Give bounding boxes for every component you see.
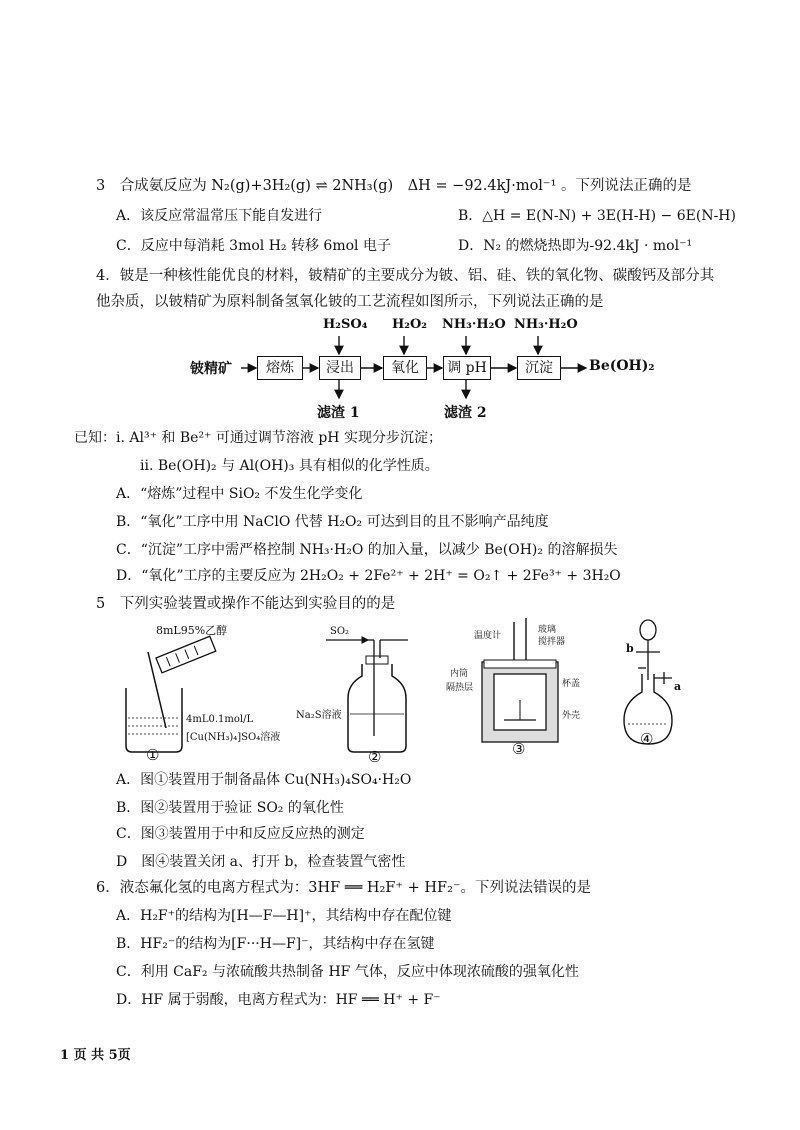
fig3-inner-label: 内筒 (450, 669, 469, 679)
beaker-drawing (116, 618, 296, 768)
fig3-number: ③ (512, 740, 526, 758)
flow-start-beryl: 铍精矿 (190, 361, 232, 377)
fig2-solution-label: Na₂S溶液 (296, 710, 342, 721)
q6-stem: 6．液态氟化氢的电离方程式为：3HF ══ H₂F⁺ + HF₂⁻。下列说法错误的是 (96, 880, 592, 896)
gas-bottle-drawing (296, 618, 426, 768)
q3-option-a: A．该反应常温常压下能自发进行 (116, 208, 323, 224)
flask-drawing (616, 612, 706, 762)
reagent-nh3h2o-1: NH₃·H₂O (442, 317, 506, 332)
fig3-lid-label: 杯盖 (562, 679, 581, 689)
fig3-stirrer-label-2: 搅拌器 (538, 637, 566, 647)
flow-product: Be(OH)₂ (589, 358, 655, 374)
fig4-a-label: a (674, 680, 682, 693)
fig4-number: ④ (640, 730, 654, 748)
fig4-b-label: b (626, 642, 634, 655)
fig1-ethanol-label: 8mL95%乙醇 (156, 624, 228, 637)
figure-4-flask (616, 612, 706, 762)
q4-known-1: 已知：i. Al³⁺ 和 Be²⁺ 可通过调节溶液 pH 实现分步沉淀； (74, 430, 442, 446)
figure-3-calorimeter (440, 612, 600, 762)
fig2-gas-label: SO₂ (330, 626, 350, 637)
q4-stem-2: 他杂质，以铍精矿为原料制备氢氧化铍的工艺流程如图所示，下列说法正确的是 (96, 294, 604, 310)
q3-option-d: D．N₂ 的燃烧热即为-92.4kJ · mol⁻¹ (458, 238, 693, 254)
q5-option-c: C．图③装置用于中和反应反应热的测定 (116, 826, 365, 842)
q3-stem: 3 合成氨反应为 N₂(g)+3H₂(g) ⇌ 2NH₃(g) ΔH = −92.4kJ·mol⁻¹ 。下列说法正确的是 (96, 178, 692, 194)
process-flow-diagram (0, 310, 800, 420)
fig1-solution-label-1: 4mL0.1mol/L (186, 714, 254, 725)
reagent-h2so4: H₂SO₄ (323, 317, 368, 332)
reagent-nh3h2o-2: NH₃·H₂O (514, 317, 578, 332)
flow-residue-1: 滤渣 1 (317, 405, 360, 421)
page-footer: 1 页 共 5页 (60, 1048, 131, 1063)
q4-option-d: D．“氧化”工序的主要反应为 2H₂O₂ + 2Fe²⁺ + 2H⁺ = O₂↑ + 2Fe³⁺ + 3H₂O (116, 568, 621, 584)
flow-step-leaching: 浸出 (319, 356, 361, 380)
flow-step-oxidation: 氧化 (383, 356, 427, 380)
q6-option-a: A．H₂F⁺的结构为[H—F—H]⁺，其结构中存在配位键 (116, 908, 452, 924)
flow-residue-2: 滤渣 2 (444, 405, 487, 421)
fig3-outer-label: 外壳 (562, 711, 581, 721)
q5-option-d: D 图④装置关闭 a、打开 b，检查装置气密性 (116, 854, 406, 870)
flow-step-precipitation: 沉淀 (517, 356, 561, 380)
q5-option-b: B．图②装置用于验证 SO₂ 的氧化性 (116, 800, 344, 816)
figure-1-beaker (116, 618, 296, 768)
fig3-insulation-label: 隔热层 (446, 683, 474, 693)
fig1-solution-label-2: [Cu(NH₃)₄]SO₄溶液 (186, 732, 281, 743)
fig3-stirrer-label-1: 玻璃 (538, 625, 557, 635)
q5-stem: 5 下列实验装置或操作不能达到实验目的的是 (96, 596, 396, 612)
q3-option-b: B．△H = E(N-N) + 3E(H-H) − 6E(N-H) (458, 208, 736, 224)
q4-option-a: A．“熔炼”过程中 SiO₂ 不发生化学变化 (116, 486, 363, 502)
q6-option-c: C．利用 CaF₂ 与浓硫酸共热制备 HF 气体，反应中体现浓硫酸的强氧化性 (116, 964, 579, 980)
figure-2-gas-bottle (296, 618, 426, 768)
q6-option-d: D．HF 属于弱酸，电离方程式为：HF ══ H⁺ + F⁻ (116, 992, 441, 1008)
fig3-thermometer-label: 温度计 (474, 631, 502, 641)
flow-step-adjust-ph: 调 pH (443, 356, 491, 380)
fig1-number: ① (146, 746, 160, 764)
q4-option-c: C．“沉淀”工序中需严格控制 NH₃·H₂O 的加入量，以减少 Be(OH)₂ 的溶解损失 (116, 542, 618, 558)
fig2-number: ② (368, 748, 382, 766)
q5-option-a: A．图①装置用于制备晶体 Cu(NH₃)₄SO₄·H₂O (116, 772, 412, 788)
q6-option-b: B．HF₂⁻的结构为[F···H—F]⁻，其结构中存在氢键 (116, 936, 435, 952)
flow-step-smelting: 熔炼 (257, 356, 303, 380)
q3-option-c: C．反应中每消耗 3mol H₂ 转移 6mol 电子 (116, 238, 391, 254)
q4-known-2: ii. Be(OH)₂ 与 Al(OH)₃ 具有相似的化学性质。 (140, 458, 439, 474)
q4-stem-1: 4．铍是一种核性能优良的材料，铍精矿的主要成分为铍、铝、硅、铁的氧化物、碳酸钙及部分其 (96, 268, 715, 284)
q4-option-b: B．“氧化”工序中用 NaClO 代替 H₂O₂ 可达到目的且不影响产品纯度 (116, 514, 549, 530)
reagent-h2o2: H₂O₂ (392, 317, 427, 332)
